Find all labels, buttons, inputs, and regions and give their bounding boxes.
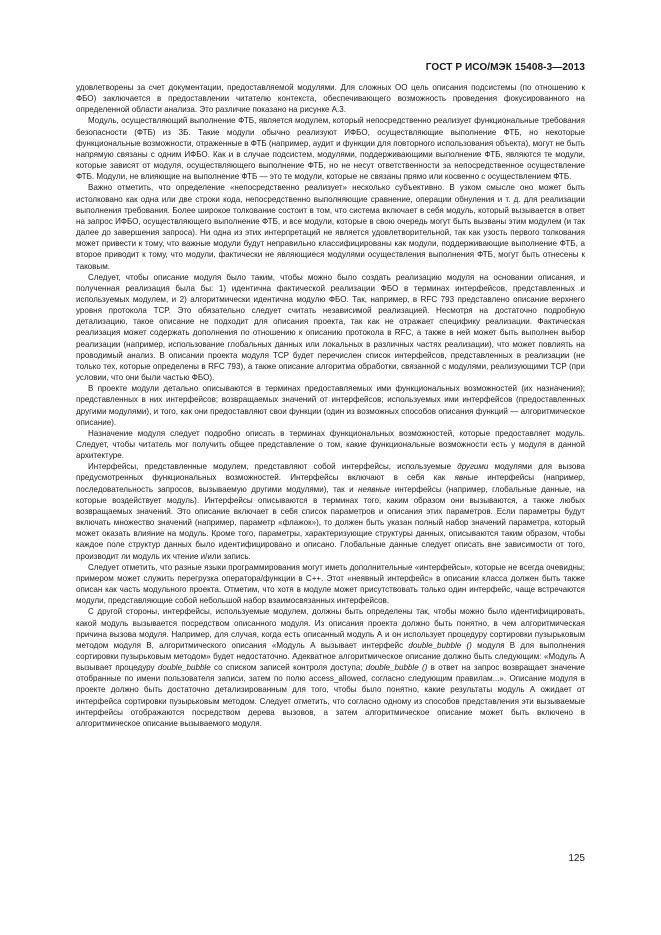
document-body (76, 82, 585, 729)
body-paragraph: Модуль, осуществляющий выполнение ФТБ, является модулем, который непосредственно реализует функциональные требования безопасности (ФТБ) из ЗБ. Такие модули обычно реализуют ИФБО, осуществляющие выполнение ФТБ, но некоторые функциональные возможности, отраженные в ФТБ (например, аудит и функции для повторного использования объекта), могут не быть напрямую связаны с одним ИФБО. Как и в случае подсистем, модулями, поддерживающими выполнение ФТБ, являются те модули, которые зависят от модуля, осуществляющего выполнение ФТБ, но не несут ответственности за непосредственное осуществление ФТБ. Модули, не влияющие на выполнение ФТБ — это те модули, которые не связаны прямо или косвенно с осуществлением ФТБ. (76, 116, 585, 182)
body-paragraph: С другой стороны, интерфейсы, используемые модулем, должны быть определены так, чтобы можно было идентифицировать, какой модуль вызывается посредством описанного модуля. Из описания проекта должно быть понятно, в чем алгоритмическая причина вызова модуля. Например, для случая, когда есть описанный модуль А и он использует процедуру сортировки пузырьковым методом модуля В, алгоритмического описания «Модуль А вызывает интерфейс double_bubble () модуля В для выполнения сортировки пузырьковым методом» будет недостаточно. Адекватное алгоритмическое описание должно быть следующим: «Модуль А вызывает процедуру double_bubble со списком записей контроля доступа; double_bubble () в ответ на запрос возвращает значение отобранные по имени пользователя записи, затем по полю access_allowed, согласно следующим правилам...». Описание модуля в проекте должно быть достаточно детализированным для того, чтобы было понятно, какие результаты модуль А ожидает от интерфейса сортировки пузырьковым методом. Следует отметить, что согласно одному из способов представления эти вызываемые интерфейсы отображаются посредством дерева вызовов, а затем алгоритмическое описание может быть включено в алгоритмическое описание вызываемого модуля. (76, 607, 586, 728)
body-paragraph: Важно отметить, что определение «непосредственно реализует» несколько субъективно. В узком смысле оно может быть истолковано как одна или две строки кода, непосредственно выполняющие сравнение, операции обнуления и т. д. для реализации выполнения требования. Более широкое толкование состоит в том, что система включает в себя модуль, который вызывается в ответ на запрос ИФБО, осуществляющего выполнение ФТБ, и все модули, которые в свою очередь могут быть вызваны этим модулем (и так далее до завершения запроса). Ни одна из этих интерпретаций не является удовлетворительной, так как узость первого толкования может привести к тому, что важные модули будут неправильно классифицированы как модули, поддерживающие выполнение ФТБ, а второе приводит к тому, что модули, фактически не являющиеся модулями осуществления выполнения ФТБ, могут быть отнесены к таковым. (76, 183, 585, 271)
standard-id-header: ГОСТ Р ИСО/МЭК 15408-3—2013 (425, 62, 585, 73)
body-paragraph: Следует отметить, что разные языки программирования могут иметь дополнительные «интерфейсы», которые не всегда очевидны; примером может служить перегрузка оператора/функции в С++. Этот «неявный интерфейс» в описании класса должен быть также описан как часть модульного проекта. Отметим, что хотя в модуле может присутствовать только один интерфейс, чаще встречаются модули, представляющие собой небольшой набор взаимосвязанных интерфейсов. (76, 562, 585, 606)
page-number: 125 (568, 853, 585, 864)
body-paragraph: Следует, чтобы описание модуля было таким, чтобы можно было создать реализацию модуля на основании описания, и полученная реализация была бы: 1) идентична фактической реализации ФБО в терминах интерфейсов, представленных и используемых модулем, и 2) алгоритмически идентична модулю ФБО. Так, например, в RFC 793 представлено описание верхнего уровня протокола TCP. Это обязательно следует считать независимой реализацией. Несмотря на достаточно подробную детализацию, такое описание не подходит для описания проекта, так как не отражает специфику реализации. Фактическая реализация может содержать дополнения по отношению к описанию протокола в RFC, а также в ней может быть выполнен выбор реализации (например, использование глобальных данных или локальных в различных частях реализации), что может повлиять на проводимый анализ. В описании проекта модуля TCP будет перечислен список интерфейсов, представленных в реализации (не только тех, которые определены в RFC 793), а также описание алгоритма обработки, связанной с модулями, реализующими TCP (при условии, что они были частью ФБО). (76, 272, 585, 383)
body-paragraph: В проекте модули детально описываются в терминах предоставляемых ими функциональных возможностей (их назначения); представленных в них интерфейсов; возвращаемых значений от интерфейсов; используемых ими интерфейсов (предоставленных другими модулями), и того, как они предоставляют свои функции (один из возможных способов описания функций — алгоритмическое описание). (76, 384, 585, 427)
body-paragraph: удовлетворены за счет документации, предоставляемой модулями. Для сложных ОО цель описания подсистемы (по отношению к ФБО) заключается в предоставлении читателю контекста, обеспечивающего возможность проведения фокусированного на определенной области анализа. Это различие показано на рисунке А.3. (76, 83, 585, 115)
body-paragraph: Интерфейсы, представленные модулем, представляют собой интерфейсы, используемые другими модулями для вызова предусмотренных функциональных возможностей. Интерфейсы включают в себя как явные интерфейсы (например, последовательность запросов, вызываемую другими модулями), так и неявные интерфейсы (например, глобальные данные, на которые воздействует модуль). Интерфейсы описываются в терминах того, каким образом они вызываются, а также любых возвращаемых значений. Это описание включает в себя список параметров и описания этих параметров. Если параметры будут включать множество значений (например, параметр «флажок»), то должен быть указан полный набор значений параметра, который может оказать влияние на модуль. Кроме того, параметры, характеризующие структуры данных, описываются таким образом, чтобы каждое поле структур данных было идентифицировано и описано. Глобальные данные следует описать вне зависимости от того, производит ли модуль их чтение и/или запись. (76, 462, 586, 561)
body-paragraph: Назначение модуля следует подробно описать в терминах функциональных возможностей, которые предоставляет модуль. Следует, чтобы читатель мог получить общее представление о том, какие функциональные возможности есть у модуля в данной архитектуре. (76, 428, 585, 461)
